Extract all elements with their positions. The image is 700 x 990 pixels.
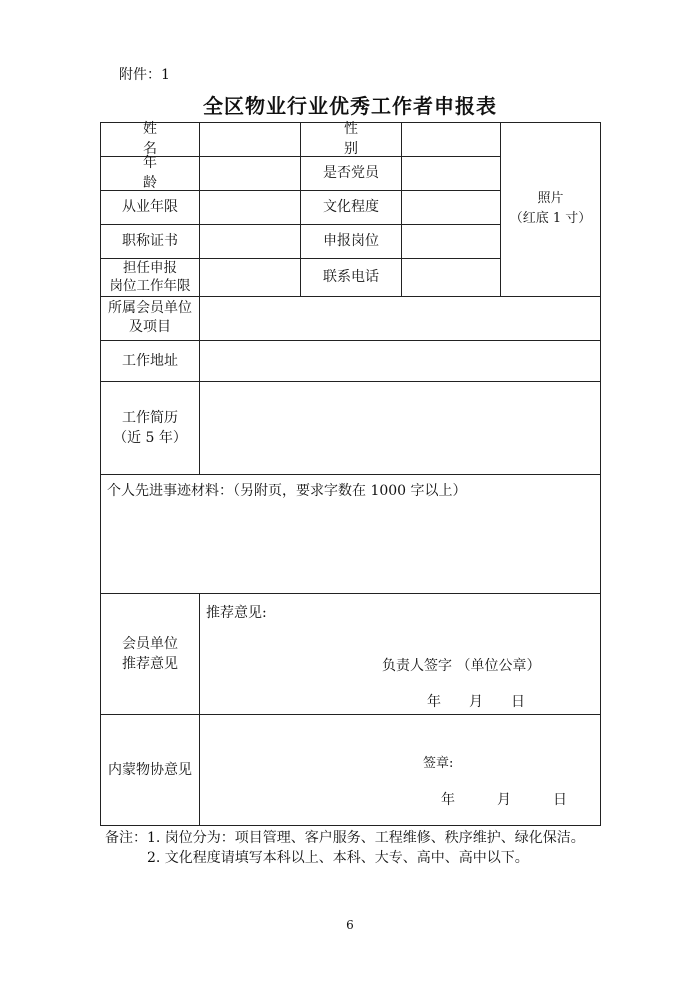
gender-field[interactable] <box>402 122 500 156</box>
page-number: 6 <box>346 918 354 932</box>
note-line-2: 2. 文化程度请填写本科以上、本科、大专、高中、高中以下。 <box>147 850 529 866</box>
label-years-in-industry: 从业年限 <box>122 199 178 215</box>
label-phone: 联系电话 <box>323 269 379 285</box>
work-address-field[interactable] <box>200 341 600 381</box>
title-certificate-field[interactable] <box>200 224 300 258</box>
label-name: 姓名 <box>143 121 185 157</box>
photo-placeholder[interactable] <box>501 122 600 296</box>
years-in-industry-field[interactable] <box>200 190 300 224</box>
grid-line <box>100 474 601 475</box>
education-field[interactable] <box>402 190 500 224</box>
date-line-2: 年 月 日 <box>441 792 567 808</box>
label-member-unit: 所属会员单位 及项目 <box>108 300 192 335</box>
member-unit-field[interactable] <box>200 297 600 340</box>
label-work-address: 工作地址 <box>122 352 178 369</box>
photo-spec: （红底 1 寸） <box>509 211 592 226</box>
label-deeds: 个人先进事迹材料：（另附页，要求字数在 1000 字以上） <box>107 483 467 499</box>
photo-label: 照片 <box>537 191 564 206</box>
label-education: 文化程度 <box>323 199 379 215</box>
phone-field[interactable] <box>402 258 500 296</box>
name-field[interactable] <box>200 122 300 156</box>
signature-line: 负责人签字 （单位公章） <box>382 658 541 674</box>
label-gender: 性别 <box>344 121 386 157</box>
attachment-label: 附件：1 <box>119 67 170 83</box>
label-title-certificate: 职称证书 <box>122 233 178 249</box>
recommendation-opinion-label: 推荐意见: <box>206 605 267 621</box>
applied-position-field[interactable] <box>402 224 500 258</box>
age-field[interactable] <box>200 156 300 190</box>
note-line-1: 备注：1. 岗位分为：项目管理、客户服务、工程维修、秩序维护、绿化保洁。 <box>105 830 585 846</box>
label-position-years: 担任申报 岗位工作年限 <box>109 260 191 294</box>
date-line: 年 月 日 <box>427 694 525 710</box>
party-member-field[interactable] <box>402 156 500 190</box>
position-years-field[interactable] <box>200 258 300 296</box>
deeds-field[interactable] <box>101 502 600 592</box>
label-party-member: 是否党员 <box>323 165 379 181</box>
label-resume: 工作简历 （近 5 年） <box>113 409 187 446</box>
label-applied-position: 申报岗位 <box>323 233 379 249</box>
label-association-opinion: 内蒙物协意见 <box>108 761 192 778</box>
form-title: 全区物业行业优秀工作者申报表 <box>203 94 497 118</box>
seal-label: 签章: <box>423 756 454 771</box>
table-border-bottom <box>100 825 601 826</box>
label-age: 年龄 <box>143 155 185 191</box>
resume-field[interactable] <box>200 382 600 474</box>
label-unit-recommendation: 会员单位 推荐意见 <box>122 635 178 672</box>
